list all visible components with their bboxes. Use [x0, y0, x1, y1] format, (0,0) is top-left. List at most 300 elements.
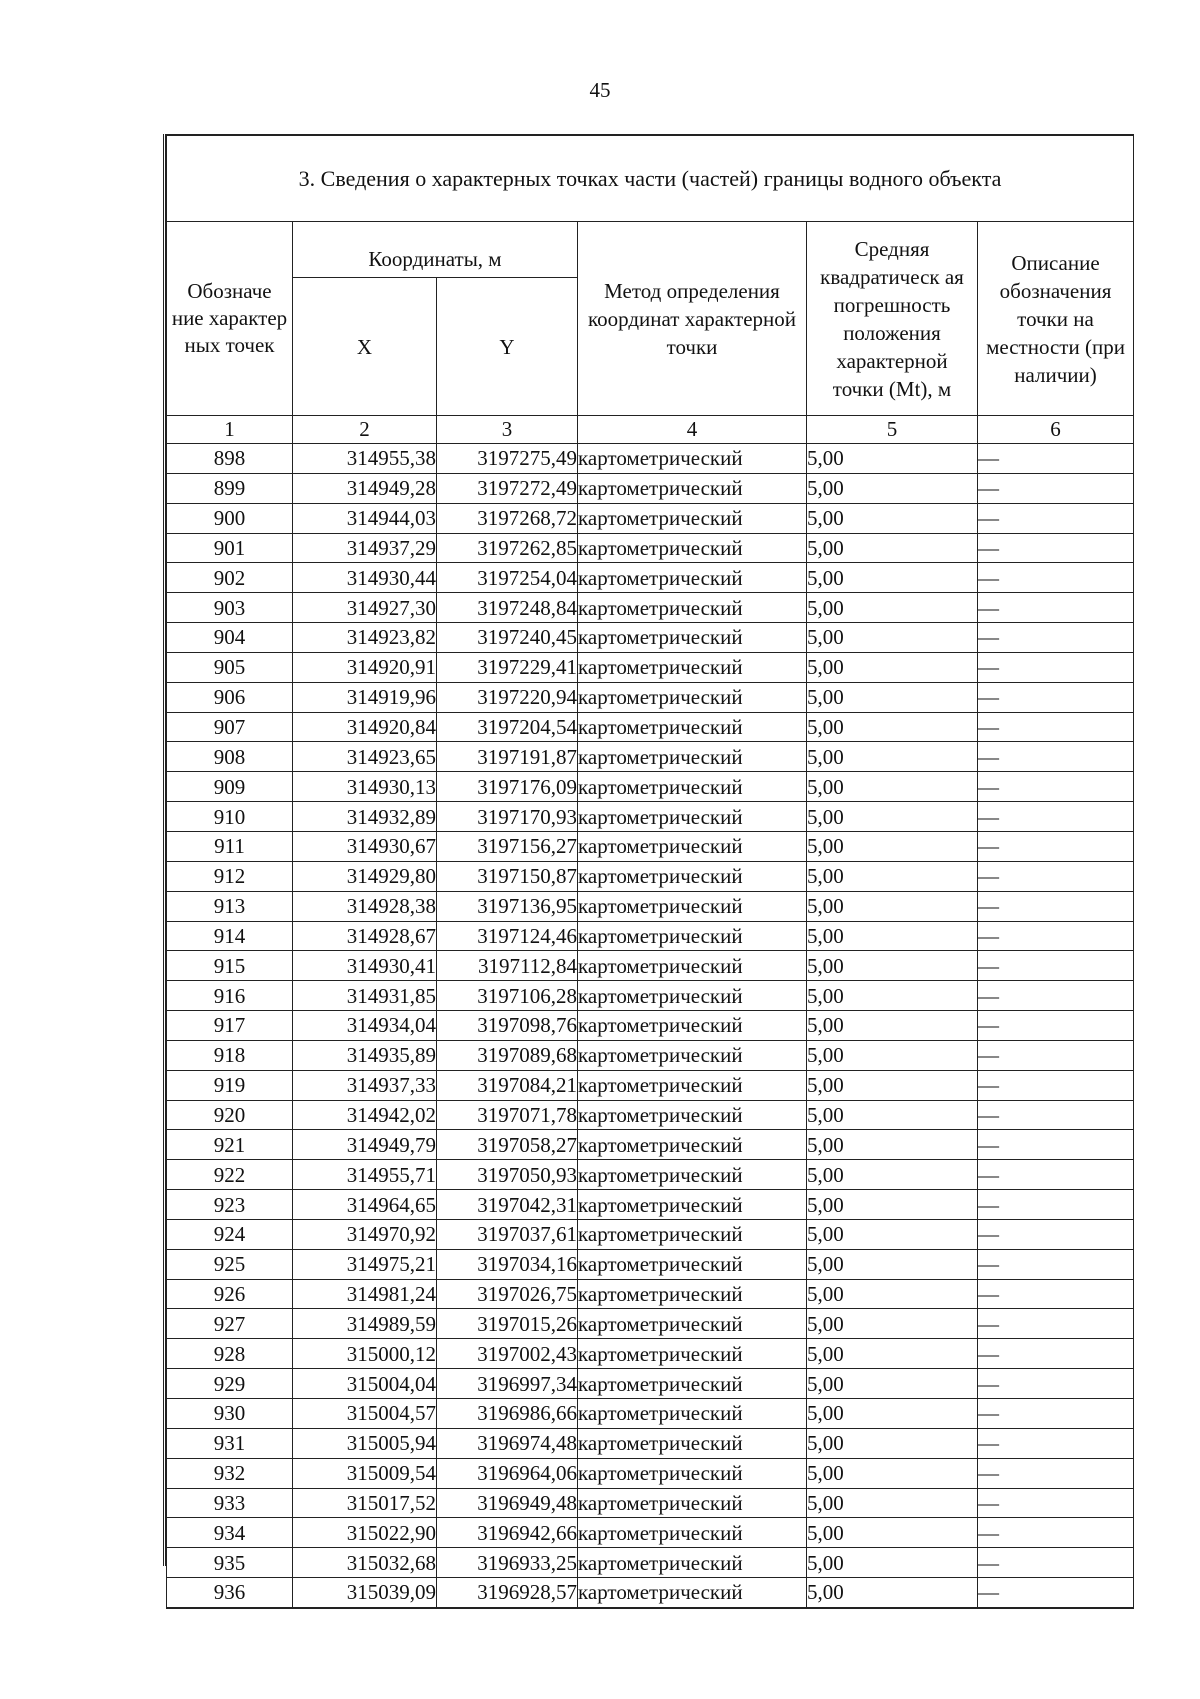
- error-cell: 5,00: [807, 891, 978, 921]
- table-row: [167, 623, 1134, 653]
- dash-placeholder: —: [978, 1162, 999, 1187]
- x-coordinate-cell: 314975,21: [293, 1249, 437, 1279]
- x-coordinate-cell: 314928,67: [293, 921, 437, 951]
- description-cell: [978, 861, 1134, 891]
- description-cell: [978, 1249, 1134, 1279]
- method-cell: картометрический: [578, 503, 807, 533]
- method-cell: картометрический: [578, 891, 807, 921]
- header-y: Y: [437, 278, 578, 416]
- y-coordinate-cell: 3196997,34: [437, 1369, 578, 1399]
- method-cell: картометрический: [578, 1130, 807, 1160]
- method-cell: картометрический: [578, 712, 807, 742]
- error-cell: 5,00: [807, 1219, 978, 1249]
- error-cell: 5,00: [807, 1369, 978, 1399]
- description-cell: [978, 772, 1134, 802]
- error-cell: 5,00: [807, 1160, 978, 1190]
- table-row: [167, 473, 1134, 503]
- description-cell: [978, 802, 1134, 832]
- table-row: [167, 921, 1134, 951]
- error-cell: 5,00: [807, 444, 978, 474]
- column-number: 3: [437, 416, 578, 444]
- error-cell: 5,00: [807, 861, 978, 891]
- point-number-cell: 928: [167, 1339, 293, 1369]
- method-cell: картометрический: [578, 861, 807, 891]
- description-cell: [978, 951, 1134, 981]
- error-cell: 5,00: [807, 951, 978, 981]
- point-number-cell: 920: [167, 1100, 293, 1130]
- table-row: [167, 1130, 1134, 1160]
- dash-placeholder: —: [978, 1252, 999, 1277]
- description-cell: [978, 712, 1134, 742]
- error-cell: 5,00: [807, 742, 978, 772]
- dash-placeholder: —: [978, 894, 999, 919]
- error-cell: 5,00: [807, 1399, 978, 1429]
- x-coordinate-cell: 314929,80: [293, 861, 437, 891]
- error-cell: 5,00: [807, 1458, 978, 1488]
- dash-placeholder: —: [978, 446, 999, 471]
- page-number: 45: [589, 78, 611, 102]
- error-cell: 5,00: [807, 533, 978, 563]
- error-cell: 5,00: [807, 1040, 978, 1070]
- dash-placeholder: —: [978, 923, 999, 948]
- y-coordinate-cell: 3197037,61: [437, 1219, 578, 1249]
- y-coordinate-cell: 3197058,27: [437, 1130, 578, 1160]
- dash-placeholder: —: [978, 983, 999, 1008]
- point-number-cell: 905: [167, 652, 293, 682]
- y-coordinate-cell: 3197254,04: [437, 563, 578, 593]
- x-coordinate-cell: 314920,84: [293, 712, 437, 742]
- table-row: [167, 1070, 1134, 1100]
- x-coordinate-cell: 315000,12: [293, 1339, 437, 1369]
- dash-placeholder: —: [978, 1580, 999, 1605]
- method-cell: картометрический: [578, 1160, 807, 1190]
- description-cell: [978, 652, 1134, 682]
- x-coordinate-cell: 314949,28: [293, 473, 437, 503]
- description-cell: [978, 1339, 1134, 1369]
- x-coordinate-cell: 314928,38: [293, 891, 437, 921]
- dash-placeholder: —: [978, 1461, 999, 1486]
- point-number-cell: 930: [167, 1399, 293, 1429]
- y-coordinate-cell: 3197272,49: [437, 473, 578, 503]
- table-row: [167, 1399, 1134, 1429]
- table-row: [167, 1548, 1134, 1578]
- point-number-cell: 906: [167, 682, 293, 712]
- table-row: [167, 1219, 1134, 1249]
- point-number-cell: 907: [167, 712, 293, 742]
- table-row: [167, 1190, 1134, 1220]
- point-number-cell: 910: [167, 802, 293, 832]
- table-row: [167, 682, 1134, 712]
- method-cell: картометрический: [578, 682, 807, 712]
- table-row: [167, 1309, 1134, 1339]
- description-cell: [978, 1309, 1134, 1339]
- method-cell: картометрический: [578, 1339, 807, 1369]
- dash-placeholder: —: [978, 625, 999, 650]
- error-cell: 5,00: [807, 563, 978, 593]
- description-cell: [978, 1369, 1134, 1399]
- x-coordinate-cell: 315039,09: [293, 1578, 437, 1608]
- dash-placeholder: —: [978, 1043, 999, 1068]
- y-coordinate-cell: 3197124,46: [437, 921, 578, 951]
- y-coordinate-cell: 3197229,41: [437, 652, 578, 682]
- y-coordinate-cell: 3197071,78: [437, 1100, 578, 1130]
- header-x: X: [293, 278, 437, 416]
- error-cell: 5,00: [807, 1339, 978, 1369]
- header-designation: Обозначе ние характер ных точек: [167, 222, 293, 416]
- x-coordinate-cell: 314923,82: [293, 623, 437, 653]
- x-coordinate-cell: 315032,68: [293, 1548, 437, 1578]
- method-cell: картометрический: [578, 1488, 807, 1518]
- x-coordinate-cell: 315017,52: [293, 1488, 437, 1518]
- table-row: [167, 1160, 1134, 1190]
- point-number-cell: 917: [167, 1011, 293, 1041]
- y-coordinate-cell: 3197084,21: [437, 1070, 578, 1100]
- x-coordinate-cell: 314923,65: [293, 742, 437, 772]
- point-number-cell: 911: [167, 831, 293, 861]
- x-coordinate-cell: 315009,54: [293, 1458, 437, 1488]
- point-number-cell: 925: [167, 1249, 293, 1279]
- x-coordinate-cell: 314970,92: [293, 1219, 437, 1249]
- x-coordinate-cell: 315022,90: [293, 1518, 437, 1548]
- method-cell: картометрический: [578, 593, 807, 623]
- method-cell: картометрический: [578, 831, 807, 861]
- table-row: [167, 593, 1134, 623]
- x-coordinate-cell: 314930,44: [293, 563, 437, 593]
- dash-placeholder: —: [978, 1073, 999, 1098]
- point-number-cell: 922: [167, 1160, 293, 1190]
- x-coordinate-cell: 314931,85: [293, 981, 437, 1011]
- point-number-cell: 923: [167, 1190, 293, 1220]
- point-number-cell: 935: [167, 1548, 293, 1578]
- description-cell: [978, 593, 1134, 623]
- x-coordinate-cell: 314930,41: [293, 951, 437, 981]
- description-cell: [978, 533, 1134, 563]
- column-number: 5: [807, 416, 978, 444]
- dash-placeholder: —: [978, 1132, 999, 1157]
- error-cell: 5,00: [807, 593, 978, 623]
- table-row: [167, 1011, 1134, 1041]
- description-cell: [978, 1578, 1134, 1608]
- dash-placeholder: —: [978, 1192, 999, 1217]
- method-cell: картометрический: [578, 742, 807, 772]
- table-row: [167, 503, 1134, 533]
- point-number-cell: 903: [167, 593, 293, 623]
- dash-placeholder: —: [978, 565, 999, 590]
- y-coordinate-cell: 3197170,93: [437, 802, 578, 832]
- error-cell: 5,00: [807, 831, 978, 861]
- points-table: [166, 134, 1134, 1609]
- x-coordinate-cell: 314942,02: [293, 1100, 437, 1130]
- description-cell: [978, 1279, 1134, 1309]
- y-coordinate-cell: 3196974,48: [437, 1428, 578, 1458]
- dash-placeholder: —: [978, 595, 999, 620]
- method-cell: картометрический: [578, 1578, 807, 1608]
- point-number-cell: 915: [167, 951, 293, 981]
- method-cell: картометрический: [578, 1190, 807, 1220]
- table-row: [167, 861, 1134, 891]
- point-number-cell: 913: [167, 891, 293, 921]
- header-coordinates: Координаты, м: [293, 222, 578, 278]
- y-coordinate-cell: 3197034,16: [437, 1249, 578, 1279]
- dash-placeholder: —: [978, 1550, 999, 1575]
- table-row: [167, 1040, 1134, 1070]
- method-cell: картометрический: [578, 921, 807, 951]
- table-row: [167, 1369, 1134, 1399]
- x-coordinate-cell: 314930,13: [293, 772, 437, 802]
- error-cell: 5,00: [807, 772, 978, 802]
- description-cell: [978, 1100, 1134, 1130]
- description-cell: [978, 1160, 1134, 1190]
- description-cell: [978, 503, 1134, 533]
- description-cell: [978, 891, 1134, 921]
- point-number-cell: 912: [167, 861, 293, 891]
- dash-placeholder: —: [978, 804, 999, 829]
- description-cell: [978, 1399, 1134, 1429]
- error-cell: 5,00: [807, 1548, 978, 1578]
- table-row: [167, 652, 1134, 682]
- dash-placeholder: —: [978, 1013, 999, 1038]
- point-number-cell: 934: [167, 1518, 293, 1548]
- x-coordinate-cell: 315004,57: [293, 1399, 437, 1429]
- dash-placeholder: —: [978, 1102, 999, 1127]
- dash-placeholder: —: [978, 864, 999, 889]
- point-number-cell: 924: [167, 1219, 293, 1249]
- error-cell: 5,00: [807, 1130, 978, 1160]
- x-coordinate-cell: 314920,91: [293, 652, 437, 682]
- y-coordinate-cell: 3197098,76: [437, 1011, 578, 1041]
- column-number: 1: [167, 416, 293, 444]
- point-number-cell: 909: [167, 772, 293, 802]
- method-cell: картометрический: [578, 802, 807, 832]
- y-coordinate-cell: 3196964,06: [437, 1458, 578, 1488]
- description-cell: [978, 1130, 1134, 1160]
- method-cell: картометрический: [578, 1309, 807, 1339]
- x-coordinate-cell: 315005,94: [293, 1428, 437, 1458]
- y-coordinate-cell: 3197112,84: [437, 951, 578, 981]
- error-cell: 5,00: [807, 1488, 978, 1518]
- point-number-cell: 908: [167, 742, 293, 772]
- x-coordinate-cell: 314919,96: [293, 682, 437, 712]
- error-cell: 5,00: [807, 473, 978, 503]
- method-cell: картометрический: [578, 1548, 807, 1578]
- y-coordinate-cell: 3197204,54: [437, 712, 578, 742]
- y-coordinate-cell: 3197042,31: [437, 1190, 578, 1220]
- point-number-cell: 904: [167, 623, 293, 653]
- method-cell: картометрический: [578, 1458, 807, 1488]
- dash-placeholder: —: [978, 535, 999, 560]
- header-method: Метод определения координат характерной точки: [578, 222, 807, 416]
- description-cell: [978, 1190, 1134, 1220]
- error-cell: 5,00: [807, 503, 978, 533]
- description-cell: [978, 1458, 1134, 1488]
- error-cell: 5,00: [807, 981, 978, 1011]
- description-cell: [978, 1219, 1134, 1249]
- table-row: [167, 1339, 1134, 1369]
- y-coordinate-cell: 3197150,87: [437, 861, 578, 891]
- dash-placeholder: —: [978, 715, 999, 740]
- method-cell: картометрический: [578, 1428, 807, 1458]
- error-cell: 5,00: [807, 1578, 978, 1608]
- method-cell: картометрический: [578, 1249, 807, 1279]
- error-cell: 5,00: [807, 802, 978, 832]
- table-row: [167, 772, 1134, 802]
- table-row: [167, 563, 1134, 593]
- x-coordinate-cell: 314989,59: [293, 1309, 437, 1339]
- x-coordinate-cell: 314955,71: [293, 1160, 437, 1190]
- method-cell: картометрический: [578, 473, 807, 503]
- description-cell: [978, 444, 1134, 474]
- table-row: [167, 444, 1134, 474]
- table-row: [167, 1428, 1134, 1458]
- table-row: [167, 802, 1134, 832]
- table-row: [167, 533, 1134, 563]
- y-coordinate-cell: 3196949,48: [437, 1488, 578, 1518]
- x-coordinate-cell: 314964,65: [293, 1190, 437, 1220]
- y-coordinate-cell: 3197275,49: [437, 444, 578, 474]
- point-number-cell: 901: [167, 533, 293, 563]
- y-coordinate-cell: 3197240,45: [437, 623, 578, 653]
- point-number-cell: 933: [167, 1488, 293, 1518]
- description-cell: [978, 831, 1134, 861]
- y-coordinate-cell: 3197191,87: [437, 742, 578, 772]
- dash-placeholder: —: [978, 953, 999, 978]
- description-cell: [978, 1488, 1134, 1518]
- point-number-cell: 916: [167, 981, 293, 1011]
- dash-placeholder: —: [978, 834, 999, 859]
- error-cell: 5,00: [807, 652, 978, 682]
- point-number-cell: 900: [167, 503, 293, 533]
- table-row: [167, 1518, 1134, 1548]
- point-number-cell: 927: [167, 1309, 293, 1339]
- dash-placeholder: —: [978, 655, 999, 680]
- description-cell: [978, 1428, 1134, 1458]
- dash-placeholder: —: [978, 1222, 999, 1247]
- table-row: [167, 951, 1134, 981]
- x-coordinate-cell: 314934,04: [293, 1011, 437, 1041]
- description-cell: [978, 1040, 1134, 1070]
- y-coordinate-cell: 3197136,95: [437, 891, 578, 921]
- point-number-cell: 899: [167, 473, 293, 503]
- table-row: [167, 981, 1134, 1011]
- y-coordinate-cell: 3196986,66: [437, 1399, 578, 1429]
- table-row: [167, 1249, 1134, 1279]
- dash-placeholder: —: [978, 1520, 999, 1545]
- y-coordinate-cell: 3197262,85: [437, 533, 578, 563]
- description-cell: [978, 981, 1134, 1011]
- error-cell: 5,00: [807, 682, 978, 712]
- description-cell: [978, 623, 1134, 653]
- x-coordinate-cell: 314944,03: [293, 503, 437, 533]
- method-cell: картометрический: [578, 1279, 807, 1309]
- method-cell: картометрический: [578, 1219, 807, 1249]
- dash-placeholder: —: [978, 1401, 999, 1426]
- dash-placeholder: —: [978, 1282, 999, 1307]
- error-cell: 5,00: [807, 1428, 978, 1458]
- y-coordinate-cell: 3196942,66: [437, 1518, 578, 1548]
- y-coordinate-cell: 3197248,84: [437, 593, 578, 623]
- y-coordinate-cell: 3197089,68: [437, 1040, 578, 1070]
- table-row: [167, 1458, 1134, 1488]
- x-coordinate-cell: 314937,33: [293, 1070, 437, 1100]
- point-number-cell: 902: [167, 563, 293, 593]
- method-cell: картометрический: [578, 772, 807, 802]
- method-cell: картометрический: [578, 981, 807, 1011]
- x-coordinate-cell: 314981,24: [293, 1279, 437, 1309]
- error-cell: 5,00: [807, 1309, 978, 1339]
- point-number-cell: 929: [167, 1369, 293, 1399]
- header-error: Средняя квадратическ ая погрешность положения характерной точки (Mt), м: [807, 222, 978, 416]
- method-cell: картометрический: [578, 1518, 807, 1548]
- method-cell: картометрический: [578, 951, 807, 981]
- method-cell: картометрический: [578, 1070, 807, 1100]
- y-coordinate-cell: 3197015,26: [437, 1309, 578, 1339]
- error-cell: 5,00: [807, 712, 978, 742]
- point-number-cell: 918: [167, 1040, 293, 1070]
- error-cell: 5,00: [807, 1190, 978, 1220]
- error-cell: 5,00: [807, 921, 978, 951]
- method-cell: картометрический: [578, 652, 807, 682]
- y-coordinate-cell: 3196928,57: [437, 1578, 578, 1608]
- description-cell: [978, 1548, 1134, 1578]
- method-cell: картометрический: [578, 1011, 807, 1041]
- y-coordinate-cell: 3197220,94: [437, 682, 578, 712]
- dash-placeholder: —: [978, 744, 999, 769]
- column-number: 4: [578, 416, 807, 444]
- section-title: 3. Сведения о характерных точках части (частей) границы водного объекта: [167, 135, 1134, 222]
- description-cell: [978, 1518, 1134, 1548]
- method-cell: картометрический: [578, 1369, 807, 1399]
- y-coordinate-cell: 3197156,27: [437, 831, 578, 861]
- x-coordinate-cell: 314930,67: [293, 831, 437, 861]
- table-row: [167, 1279, 1134, 1309]
- table-row: [167, 1578, 1134, 1608]
- x-coordinate-cell: 314955,38: [293, 444, 437, 474]
- column-number: 6: [978, 416, 1134, 444]
- dash-placeholder: —: [978, 685, 999, 710]
- description-cell: [978, 1011, 1134, 1041]
- x-coordinate-cell: 314949,79: [293, 1130, 437, 1160]
- description-cell: [978, 1070, 1134, 1100]
- description-cell: [978, 742, 1134, 772]
- point-number-cell: 931: [167, 1428, 293, 1458]
- description-cell: [978, 473, 1134, 503]
- dash-placeholder: —: [978, 774, 999, 799]
- error-cell: 5,00: [807, 1011, 978, 1041]
- x-coordinate-cell: 315004,04: [293, 1369, 437, 1399]
- header-description: Описание обозначения точки на местности (при наличии): [978, 222, 1134, 416]
- table-row: [167, 1100, 1134, 1130]
- dash-placeholder: —: [978, 1431, 999, 1456]
- dash-placeholder: —: [978, 1490, 999, 1515]
- point-number-cell: 914: [167, 921, 293, 951]
- method-cell: картометрический: [578, 533, 807, 563]
- table-row: [167, 831, 1134, 861]
- method-cell: картометрический: [578, 444, 807, 474]
- column-number: 2: [293, 416, 437, 444]
- y-coordinate-cell: 3197026,75: [437, 1279, 578, 1309]
- x-coordinate-cell: 314937,29: [293, 533, 437, 563]
- method-cell: картометрический: [578, 623, 807, 653]
- method-cell: картометрический: [578, 1040, 807, 1070]
- table-row: [167, 742, 1134, 772]
- table-row: [167, 891, 1134, 921]
- table-row: [167, 1488, 1134, 1518]
- x-coordinate-cell: 314927,30: [293, 593, 437, 623]
- x-coordinate-cell: 314932,89: [293, 802, 437, 832]
- error-cell: 5,00: [807, 1100, 978, 1130]
- error-cell: 5,00: [807, 1518, 978, 1548]
- y-coordinate-cell: 3197106,28: [437, 981, 578, 1011]
